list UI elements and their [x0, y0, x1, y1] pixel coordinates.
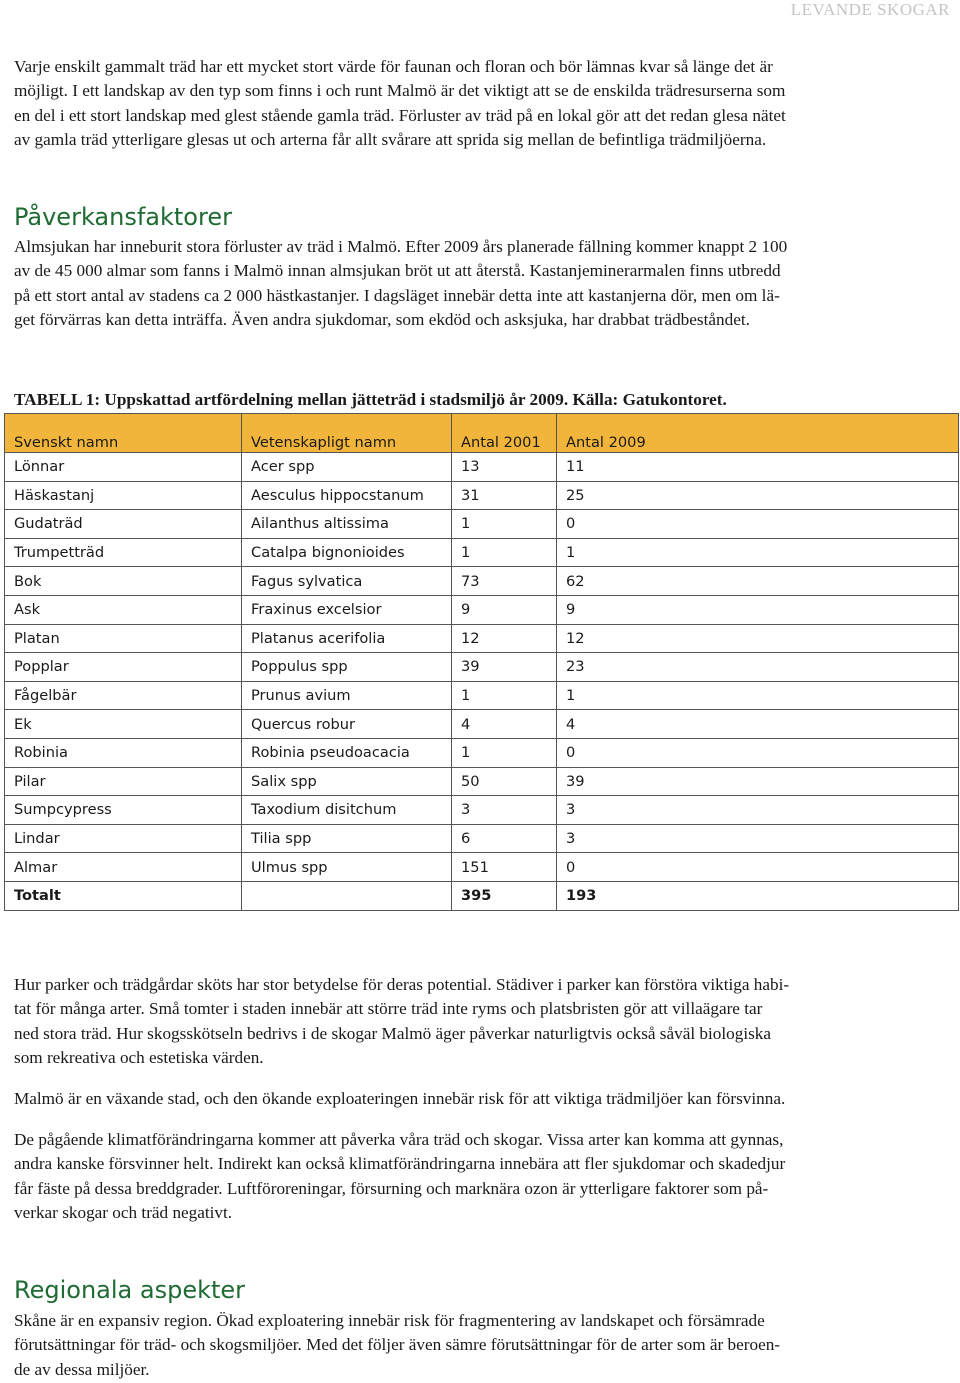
table-row	[5, 853, 959, 882]
table-cell: 13	[452, 453, 557, 482]
table-row	[5, 481, 959, 510]
table-cell: Platanus acerifolia	[242, 624, 452, 653]
table-cell: 1	[452, 681, 557, 710]
section-heading-paverkansfaktorer: Påverkansfaktorer	[14, 203, 232, 231]
table-cell: Catalpa bignonioides	[242, 538, 452, 567]
text-line: förutsättningar för träd- och skogsmiljöer. Med det följer även sämre förutsättningar för de arter som är beroen-	[14, 1335, 781, 1355]
table-cell: 9	[557, 595, 959, 624]
column-header: Svenskt namn	[5, 414, 242, 453]
table-cell: 1	[452, 738, 557, 767]
text-line: av gamla träd ytterligare glesas ut och arterna får allt svårare att sprida sig mellan de befintliga trädmiljöerna.	[14, 130, 767, 150]
text-line: på ett stort antal av stadens ca 2 000 hästkastanjer. I dagsläget innebär detta inte att kastanjerna dör, men om lä-	[14, 285, 780, 305]
table-cell: Pilar	[5, 767, 242, 796]
table-row	[5, 624, 959, 653]
table-cell: Platan	[5, 624, 242, 653]
table-cell: Bok	[5, 567, 242, 596]
table-cell: Lindar	[5, 824, 242, 853]
table-row	[5, 510, 959, 539]
table-row	[5, 681, 959, 710]
body-paragraph-2	[14, 1087, 944, 1111]
table-cell: 0	[557, 738, 959, 767]
table-cell: 62	[557, 567, 959, 596]
table-cell: Salix spp	[242, 767, 452, 796]
table-cell: Gudaträd	[5, 510, 242, 539]
column-header: Antal 2001	[452, 414, 557, 453]
table-row	[5, 710, 959, 739]
text-line: en del i ett stort landskap med glest stående gamla träd. Förluster av träd på en lokal gör att det redan glesa nätet	[14, 105, 786, 125]
table-total-row	[5, 881, 959, 910]
table-cell: Popplar	[5, 653, 242, 682]
table-cell: 1	[557, 681, 959, 710]
table-total-cell	[242, 881, 452, 910]
table-row	[5, 567, 959, 596]
table-row	[5, 653, 959, 682]
table-row	[5, 538, 959, 567]
text-line: av de 45 000 almar som fanns i Malmö innan almsjukan bröt ut att återstå. Kastanjeminerarmalen finns utbredd	[14, 261, 781, 281]
table-cell: Almar	[5, 853, 242, 882]
table-header-row	[5, 414, 959, 453]
table-cell: Ek	[5, 710, 242, 739]
table-cell: 23	[557, 653, 959, 682]
table-cell: Robinia	[5, 738, 242, 767]
table-cell: Acer spp	[242, 453, 452, 482]
table-cell: 0	[557, 853, 959, 882]
table-cell: 12	[557, 624, 959, 653]
table-total-cell: Totalt	[5, 881, 242, 910]
table-cell: 3	[557, 796, 959, 825]
table-cell: 3	[557, 824, 959, 853]
body-paragraph-3	[14, 1128, 944, 1226]
running-header: LEVANDE SKOGAR	[790, 0, 950, 19]
column-header: Vetenskapligt namn	[242, 414, 452, 453]
table-cell: 1	[452, 510, 557, 539]
table-cell: 151	[452, 853, 557, 882]
body-paragraph-1	[14, 973, 944, 1071]
table-cell: 39	[452, 653, 557, 682]
table-row	[5, 595, 959, 624]
table-cell: Tilia spp	[242, 824, 452, 853]
table-cell: 25	[557, 481, 959, 510]
table-cell: Häskastanj	[5, 481, 242, 510]
text-line: De pågående klimatförändringarna kommer att påverka våra träd och skogar. Vissa arter kan komma att gynnas,	[14, 1130, 784, 1149]
table-cell: 4	[452, 710, 557, 739]
table-cell: Aesculus hippocstanum	[242, 481, 452, 510]
text-line: som rekreativa och estetiska värden.	[14, 1048, 264, 1068]
table-row	[5, 453, 959, 482]
text-line: get förvärras kan detta inträffa. Även andra sjukdomar, som ekdöd och asksjuka, har drabbat trädbeståndet.	[14, 310, 750, 330]
table-row	[5, 767, 959, 796]
table-cell: Fagus sylvatica	[242, 567, 452, 596]
table-cell: 4	[557, 710, 959, 739]
table-cell: Fågelbär	[5, 681, 242, 710]
table-cell: Fraxinus excelsior	[242, 595, 452, 624]
table-cell: Ailanthus altissima	[242, 510, 452, 539]
table-row	[5, 824, 959, 853]
table-total-cell: 193	[557, 881, 959, 910]
tree-species-table	[4, 413, 959, 911]
table-cell: 73	[452, 567, 557, 596]
column-header: Antal 2009	[557, 414, 959, 453]
table-cell: 0	[557, 510, 959, 539]
section2-paragraph	[14, 1309, 944, 1382]
table-cell: Quercus robur	[242, 710, 452, 739]
table-cell: Sumpcypress	[5, 796, 242, 825]
section-heading-regionala-aspekter: Regionala aspekter	[14, 1276, 246, 1304]
text-line: möjligt. I ett landskap av den typ som finns i och runt Malmö är det viktigt att se de enskilda trädresurserna som	[14, 81, 786, 101]
table-cell: 50	[452, 767, 557, 796]
text-line: Malmö är en växande stad, och den ökande exploateringen innebär risk för att viktiga trädmiljöer kan försvinna.	[14, 1089, 786, 1108]
table-cell: Ulmus spp	[242, 853, 452, 882]
text-line: Hur parker och trädgårdar sköts har stor betydelse för deras potential. Städiver i parker kan förstöra viktiga habi-	[14, 975, 790, 994]
table-row	[5, 796, 959, 825]
table-cell: Prunus avium	[242, 681, 452, 710]
text-line: verkar skogar och träd negativt.	[14, 1203, 233, 1223]
table-cell: Ask	[5, 595, 242, 624]
table-total-cell: 395	[452, 881, 557, 910]
table-cell: Robinia pseudoacacia	[242, 738, 452, 767]
text-line: de av dessa miljöer.	[14, 1359, 150, 1379]
table-cell: Lönnar	[5, 453, 242, 482]
text-line: ned stora träd. Hur skogsskötseln bedrivs i de skogar Malmö äger påverkar naturligtvis också såväl biologiska	[14, 1023, 772, 1043]
table-cell: Trumpetträd	[5, 538, 242, 567]
table-row	[5, 738, 959, 767]
text-line: Varje enskilt gammalt träd har ett mycket stort värde för faunan och floran och bör lämnas kvar så länge det är	[14, 57, 773, 76]
table-cell: 9	[452, 595, 557, 624]
table-cell: 39	[557, 767, 959, 796]
table-cell: 3	[452, 796, 557, 825]
table-cell: 31	[452, 481, 557, 510]
table-cell: Taxodium disitchum	[242, 796, 452, 825]
intro-paragraph	[14, 55, 944, 153]
text-line: andra kanske försvinner helt. Indirekt kan också klimatförändringarna innebära att fler sjukdomar och skadedjur	[14, 1154, 786, 1174]
table-cell: 6	[452, 824, 557, 853]
table-cell: 1	[557, 538, 959, 567]
table-cell: 12	[452, 624, 557, 653]
text-line: Skåne är en expansiv region. Ökad exploatering innebär risk för fragmentering av landskapet och försämrade	[14, 1311, 765, 1330]
table-cell: 11	[557, 453, 959, 482]
text-line: får fäste på dessa breddgrader. Luftföroreningar, försurning och marknära ozon är ytterligare faktorer som på-	[14, 1178, 769, 1198]
table-cell: 1	[452, 538, 557, 567]
table-caption: TABELL 1: Uppskattad artfördelning mellan jätteträd i stadsmiljö år 2009. Källa: Gatukontoret.	[14, 390, 727, 409]
table-cell: Poppulus spp	[242, 653, 452, 682]
text-line: Almsjukan har inneburit stora förluster av träd i Malmö. Efter 2009 års planerade fällning kommer knappt 2 100	[14, 237, 788, 256]
section1-paragraph	[14, 235, 944, 333]
text-line: tat för många arter. Små tomter i staden innebär att större träd inte ryms och platsbristen gör att villaägare tar	[14, 999, 763, 1019]
